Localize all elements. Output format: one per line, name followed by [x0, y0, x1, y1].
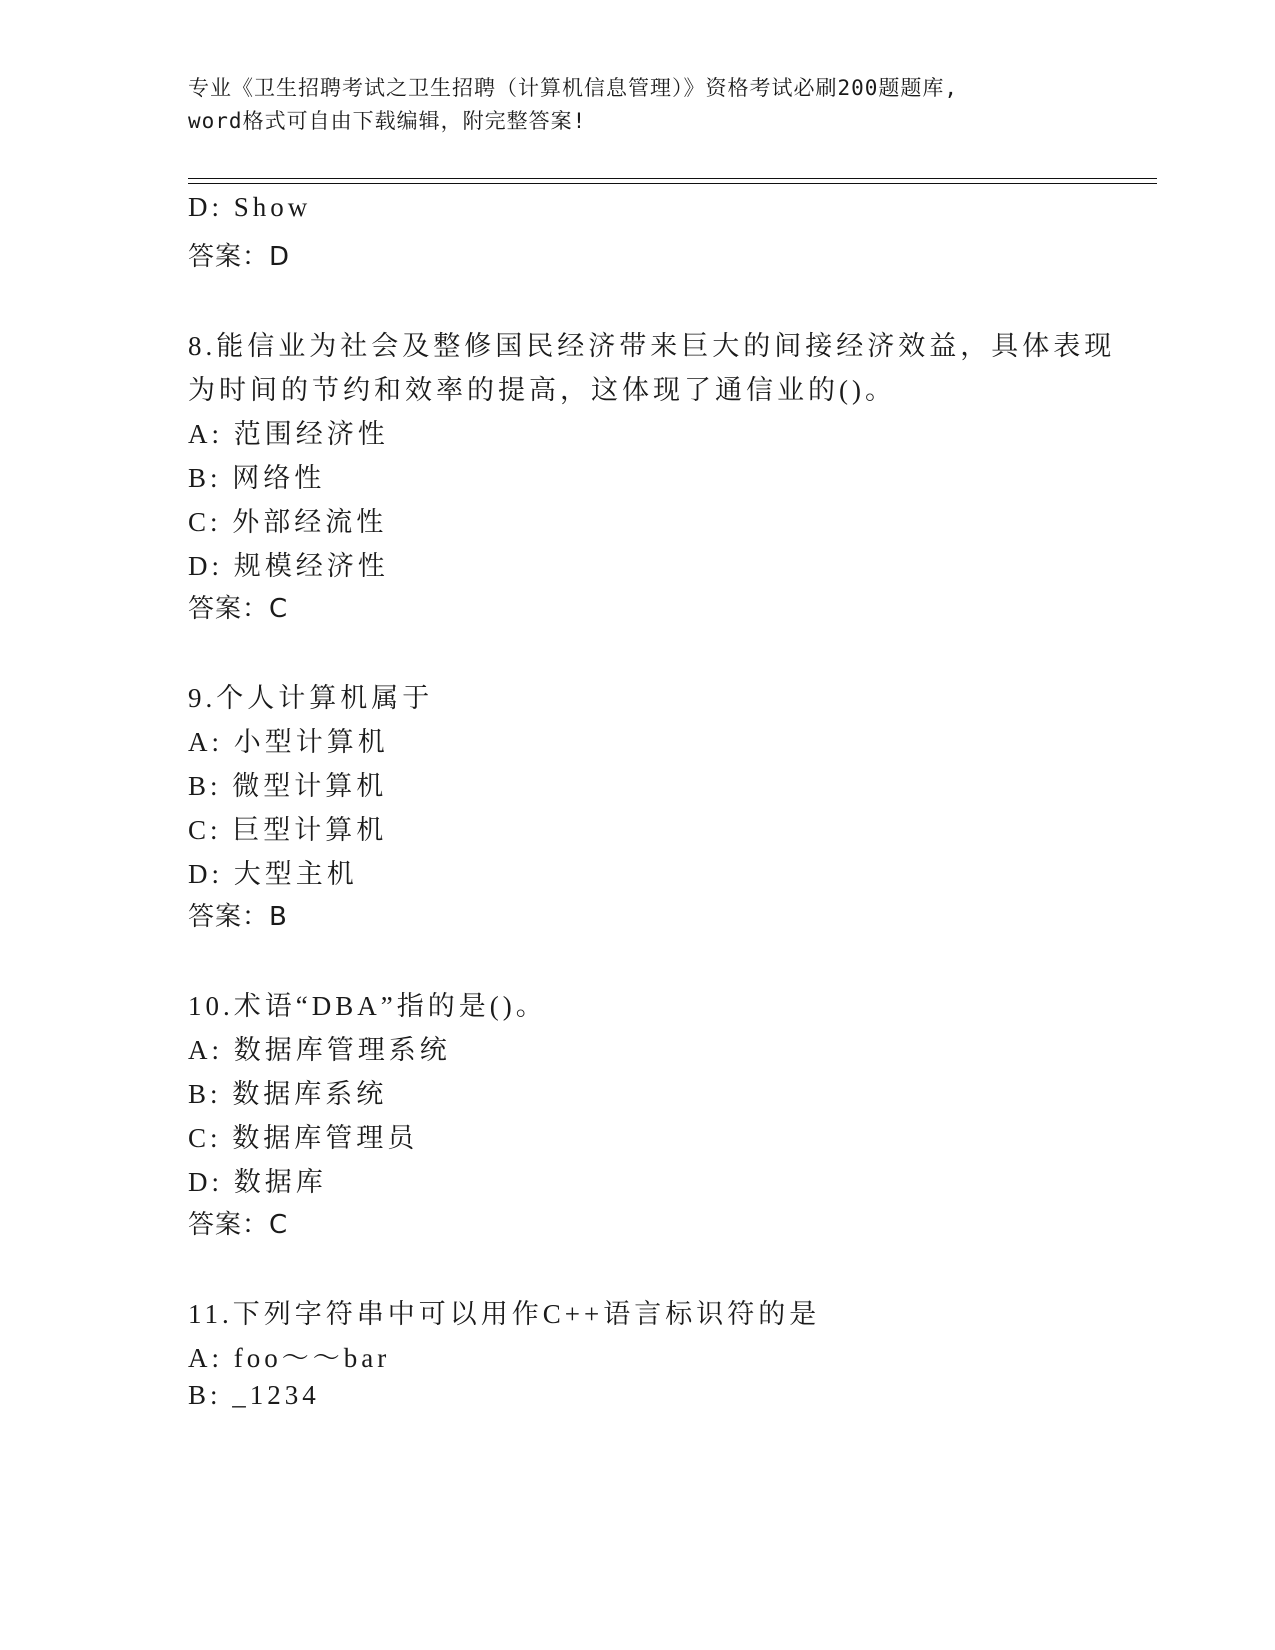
option-a: A: foo～～bar	[188, 1343, 391, 1373]
header-divider-top	[188, 178, 1157, 179]
header-line-2: word格式可自由下载编辑，附完整答案!	[188, 109, 587, 133]
option-c: C: 外部经流性	[188, 507, 388, 537]
question-stem-line-1: 9.个人计算机属于	[188, 683, 434, 713]
option-d: D: 数据库	[188, 1167, 327, 1197]
option-a: A: 数据库管理系统	[188, 1035, 451, 1065]
question-stem-line-2: 为时间的节约和效率的提高，这体现了通信业的()。	[188, 375, 896, 405]
option-a: A: 范围经济性	[188, 419, 389, 449]
question-stem-line-1: 11.下列字符串中可以用作C++语言标识符的是	[188, 1299, 821, 1329]
option-d: D: 规模经济性	[188, 551, 389, 581]
prev-answer: 答案：D	[188, 242, 291, 272]
answer: 答案：C	[188, 594, 289, 624]
option-b: B: 网络性	[188, 463, 326, 493]
header-line-1: 专业《卫生招聘考试之卫生招聘（计算机信息管理）》资格考试必刷200题题库,	[188, 76, 959, 100]
option-b: B: 微型计算机	[188, 771, 388, 801]
header-divider-bottom	[188, 183, 1157, 184]
question-stem-line-1: 8.能信业为社会及整修国民经济带来巨大的间接经济效益，具体表现	[188, 331, 1116, 361]
question-stem-line-1: 10.术语“DBA”指的是()。	[188, 991, 547, 1021]
option-b: B: 数据库系统	[188, 1079, 388, 1109]
option-c: C: 数据库管理员	[188, 1123, 419, 1153]
option-d: D: 大型主机	[188, 859, 358, 889]
answer: 答案：C	[188, 1210, 289, 1240]
option-c: C: 巨型计算机	[188, 815, 388, 845]
option-b: B: _1234	[188, 1380, 320, 1410]
document-header	[188, 72, 1088, 138]
answer: 答案：B	[188, 902, 288, 932]
prev-option-d: D: Show	[188, 192, 312, 222]
option-a: A: 小型计算机	[188, 727, 389, 757]
